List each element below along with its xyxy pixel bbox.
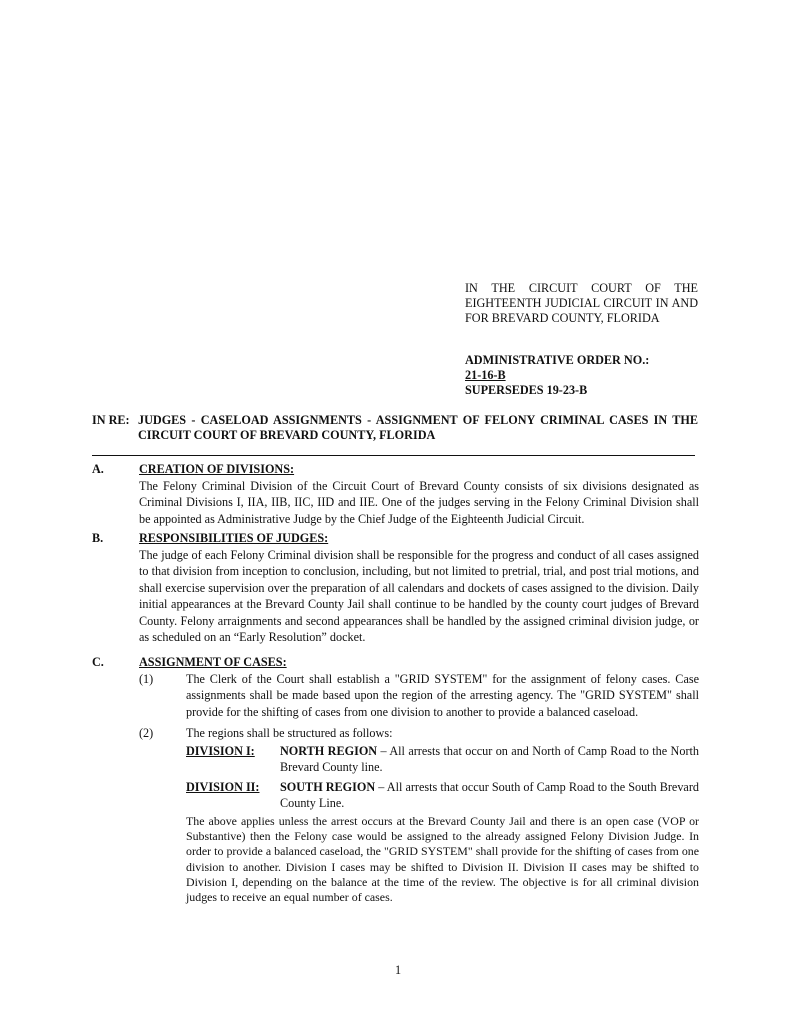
division-2-label: DIVISION II: — [186, 780, 260, 794]
page-number: 1 — [394, 963, 402, 977]
item-2-number: (2) — [139, 726, 154, 740]
court-caption: IN THE CIRCUIT COURT OF THE EIGHTEENTH JUDICIAL CIRCUIT IN AND FOR BREVARD COUNTY, FLORIDA — [465, 281, 698, 326]
section-b-title: RESPONSIBILITIES OF JUDGES: — [139, 531, 329, 545]
item-1-number: (1) — [139, 672, 154, 686]
section-b-body: The judge of each Felony Criminal division shall be responsible for the progress and conduct of all cases assigned to that division from inception to conclusion, including, but not limited to pretrial, trial, and post trial motions, and shall exercise supervision over the preparation of all calendars and dockets of cases assigned to the division. Daily initial appearances at the Brevard County Jail shall continue to be handled by the county court judges of Brevard County. Felony arraignments and second appearances shall be handled by the assigned criminal division judge, or as scheduled on an “Early Resolution” docket. — [139, 548, 699, 645]
division-1-region: NORTH REGION — [280, 744, 378, 758]
division-1-desc: – All arrests that occur on and North of Camp Road to the North Brevard County line. — [280, 744, 699, 775]
order-number: 21-16-B — [465, 368, 506, 383]
in-re-label: IN RE: — [92, 413, 130, 427]
division-1-text — [280, 743, 699, 776]
division-1-label: DIVISION I: — [186, 744, 255, 758]
supersedes: SUPERSEDES 19-23-B — [465, 383, 588, 398]
in-re-subject: JUDGES - CASELOAD ASSIGNMENTS - ASSIGNMENT OF FELONY CRIMINAL CASES IN THE CIRCUIT COURT OF BREVARD COUNTY, FLORIDA — [138, 413, 698, 443]
section-a-body: The Felony Criminal Division of the Circuit Court of Brevard County consists of six divisions designated as Criminal Divisions I, IIA, IIB, IIC, IID and IIE. One of the judges serving in the Felony Criminal Division shall be appointed as Administrative Judge by the Chief Judge of the Eighteenth Judicial Circuit. — [139, 479, 699, 526]
section-c-letter: C. — [92, 655, 104, 669]
section-b-letter: B. — [92, 531, 104, 545]
section-a-title: CREATION OF DIVISIONS: — [139, 462, 295, 476]
order-block — [465, 353, 705, 399]
division-2-region: SOUTH REGION — [280, 780, 376, 794]
grid-note: The above applies unless the arrest occurs at the Brevard County Jail and there is an open case (VOP or Substantive) then the Felony case would be assigned to the already assigned Felony Division Judge. In order to provide a balanced caseload, the "GRID SYSTEM" shall provide for the shifting of cases from one division to another. Division I cases may be shifted to Division II. Division II cases may be shifted to Division I, depending on the balance at the time of the review. The objective is for all criminal division judges to receive an equal number of cases. — [186, 814, 699, 905]
heading-rule — [92, 455, 695, 456]
division-2-desc: – All arrests that occur South of Camp Road to the South Brevard County Line. — [280, 780, 699, 811]
division-2-text — [280, 779, 699, 812]
item-1-text: The Clerk of the Court shall establish a "GRID SYSTEM" for the assignment of felony cases. Case assignments shall be made based upon the region of the arresting agency. The "GRID SYSTEM" shall provide for the shifting of cases from one division to another to provide a balanced caseload. — [186, 672, 699, 719]
item-2-text: The regions shall be structured as follows: — [186, 726, 393, 740]
section-c-title: ASSIGNMENT OF CASES: — [139, 655, 287, 669]
order-label: ADMINISTRATIVE ORDER NO.: — [465, 353, 650, 367]
section-a-letter: A. — [92, 462, 104, 476]
